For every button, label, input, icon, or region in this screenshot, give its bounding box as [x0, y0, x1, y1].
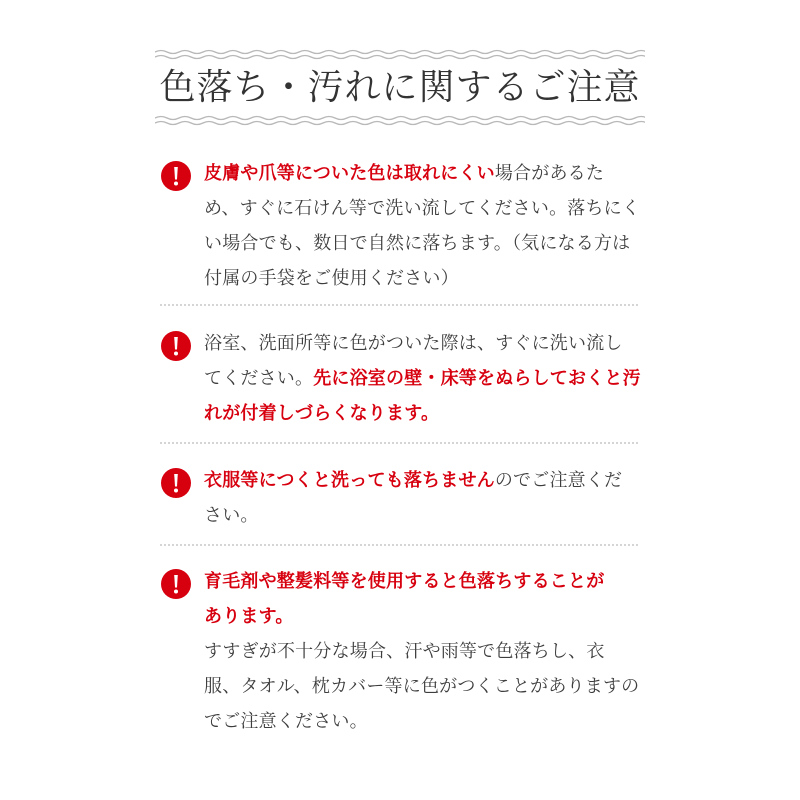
emphasis-text: 育毛剤や整髪料等を使用すると色落ちすることが	[204, 571, 605, 592]
body-text: い場合でも、数日で自然に落ちます。（気になる方は	[204, 233, 631, 254]
dotted-divider	[160, 442, 638, 444]
text-line	[204, 669, 640, 704]
page-title: 色落ち・汚れに関するご注意	[159, 67, 641, 108]
caution-text	[204, 463, 640, 533]
text-line	[204, 634, 640, 669]
text-line	[204, 261, 640, 296]
caution-text	[204, 156, 640, 296]
wave-divider-bottom	[155, 114, 645, 126]
emphasis-text: 先に浴室の壁・床等をぬらしておくと汚	[313, 368, 641, 389]
emphasis-text: れが付着しづらくなります。	[204, 403, 440, 424]
body-text: すすぎが不十分な場合、汗や雨等で色落ちし、衣	[204, 641, 605, 662]
text-line	[204, 498, 640, 533]
emphasis-text: あります。	[204, 606, 294, 627]
text-line	[204, 599, 640, 634]
text-line	[204, 361, 640, 396]
caution-text	[204, 564, 640, 739]
body-text: 付属の手袋をご使用ください）	[204, 268, 459, 289]
dotted-divider	[160, 544, 638, 546]
text-line	[204, 704, 640, 739]
text-line	[204, 191, 640, 226]
emphasis-text: 皮膚や爪等についた色は取れにくい	[204, 163, 495, 184]
body-text: てください。	[204, 368, 314, 389]
exclamation-circle-icon	[160, 330, 192, 362]
body-text: さい。	[204, 505, 259, 526]
body-text: 浴室、洗面所等に色がついた際は、すぐに洗い流し	[204, 333, 623, 354]
text-line	[204, 326, 640, 361]
text-line	[204, 564, 640, 599]
exclamation-circle-icon	[160, 467, 192, 499]
page-header	[155, 48, 645, 130]
dotted-divider	[160, 304, 638, 306]
exclamation-circle-icon	[160, 568, 192, 600]
text-line	[204, 463, 640, 498]
text-line	[204, 156, 640, 191]
text-line	[204, 396, 640, 431]
wave-divider-top	[155, 48, 645, 60]
body-text: め、すぐに石けん等で洗い流してください。落ちにく	[204, 198, 641, 219]
exclamation-circle-icon	[160, 160, 192, 192]
body-text: 服、タオル、枕カバー等に色がつくことがありますの	[204, 676, 640, 697]
body-text: でご注意ください。	[204, 711, 368, 732]
caution-text	[204, 326, 640, 431]
body-text: のでご注意くだ	[494, 470, 623, 491]
emphasis-text: 衣服等につくと洗っても落ちません	[204, 470, 495, 491]
text-line	[204, 226, 640, 261]
body-text: 場合があるた	[494, 163, 605, 184]
